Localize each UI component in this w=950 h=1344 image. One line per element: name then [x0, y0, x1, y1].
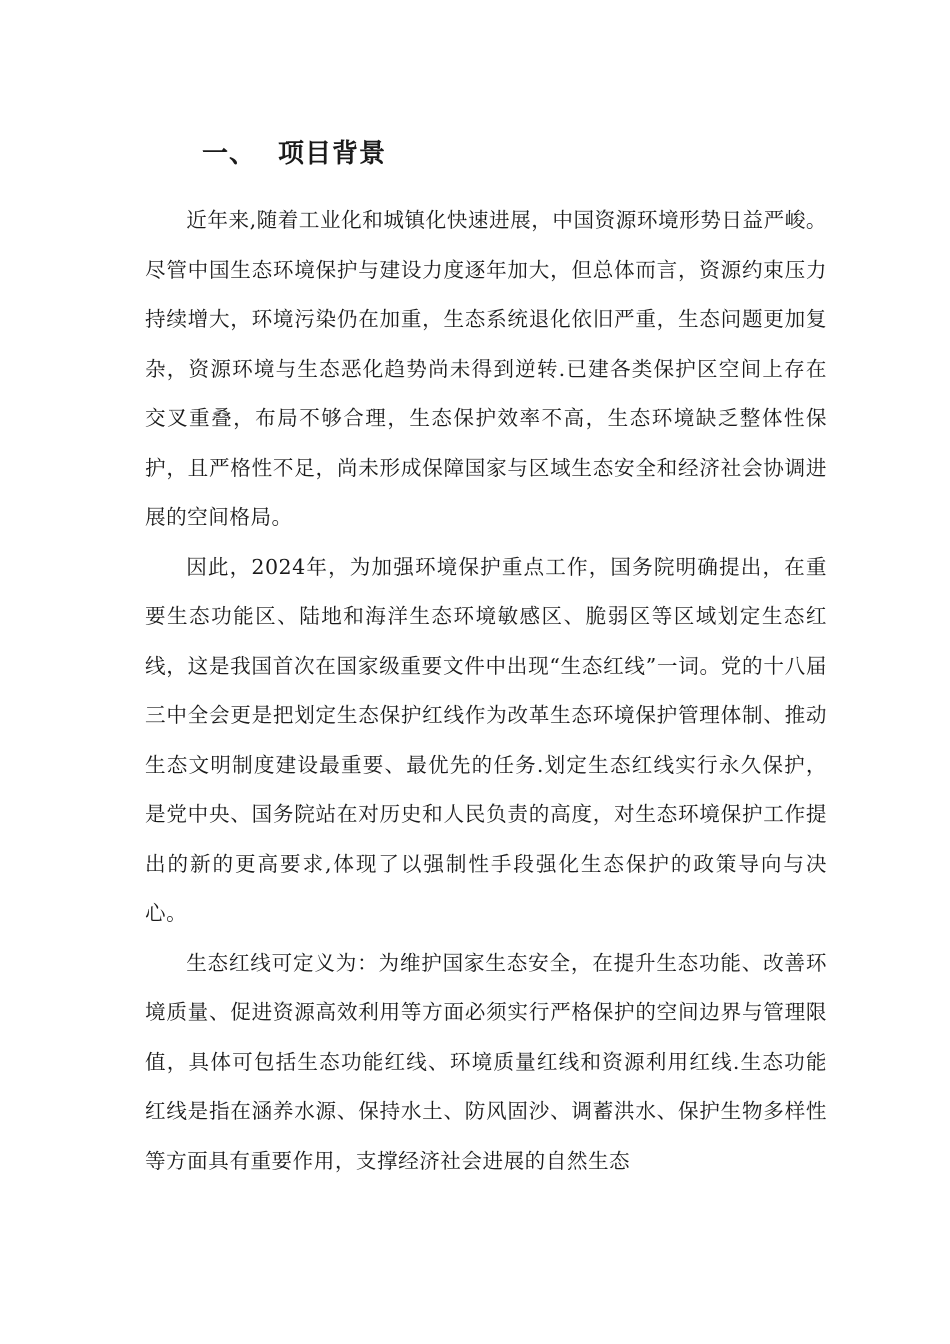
section-number: 一、 — [202, 139, 257, 169]
paragraph-3: 生态红线可定义为：为维护国家生态安全，在提升生态功能、改善环境质量、促进资源高效利用等方面必须实行严格保护的空间边界与管理限值，具体可包括生态功能红线、环境质量红线和资源利用红线.生态功能红线是指在涵养水源、保持水土、防风固沙、调蓄洪水、保护生物多样性等方面具有重要作用，支撑经济社会进展的自然生态 — [145, 950, 827, 1173]
body-text — [145, 196, 827, 1186]
section-title: 项目背景 — [278, 139, 387, 169]
section-heading — [202, 133, 386, 170]
paragraph-1: 近年来,随着工业化和城镇化快速进展，中国资源环境形势日益严峻。尽管中国生态环境保护与建设力度逐年加大，但总体而言，资源约束压力持续增大，环境污染仍在加重，生态系统退化依旧严重，生态问题更加复杂，资源环境与生态恶化趋势尚未得到逆转.已建各类保护区空间上存在交叉重叠，布局不够合理，生态保护效率不高，生态环境缺乏整体性保护，且严格性不足，尚未形成保障国家与区域生态安全和经济社会协调进展的空间格局。 — [145, 208, 827, 529]
paragraph-2: 因此，2024年，为加强环境保护重点工作，国务院明确提出，在重要生态功能区、陆地和海洋生态环境敏感区、脆弱区等区域划定生态红线，这是我国首次在国家级重要文件中出现“生态红线”一词。党的十八届三中全会更是把划定生态保护红线作为改革生态环境保护管理体制、推动生态文明制度建设最重要、最优先的任务.划定生态红线实行永久保护，是党中央、国务院站在对历史和人民负责的高度，对生态环境保护工作提出的新的更高要求,体现了以强制性手段强化生态保护的政策导向与决心。 — [145, 554, 827, 925]
